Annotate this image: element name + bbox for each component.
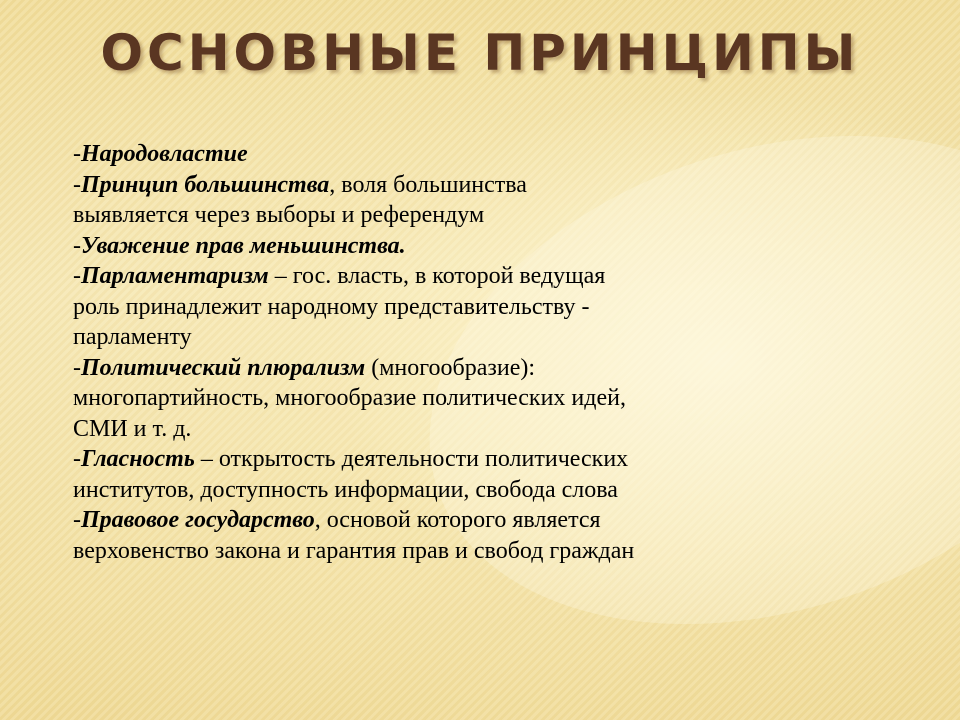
principle-text: институтов, доступность информации, свобода слова bbox=[73, 476, 618, 503]
principle-term: Парламентаризм bbox=[81, 263, 269, 289]
list-line bbox=[73, 383, 933, 414]
principles-list bbox=[73, 139, 933, 566]
principle-text: многопартийность, многообразие политических идей, bbox=[73, 385, 626, 411]
principle-text: СМИ и т. д. bbox=[73, 415, 192, 442]
bullet-dash: - bbox=[73, 141, 81, 167]
bullet-dash: - bbox=[73, 507, 81, 533]
list-line bbox=[73, 170, 933, 201]
principle-text: (многообразие): bbox=[365, 354, 536, 381]
principle-text: выявляется через выборы и референдум bbox=[73, 202, 485, 228]
list-line bbox=[73, 475, 933, 506]
list-line bbox=[73, 444, 933, 475]
principle-term: Гласность bbox=[81, 446, 195, 472]
bullet-dash: - bbox=[73, 171, 81, 198]
list-line bbox=[73, 261, 933, 292]
slide-title: ОСНОВНЫЕ ПРИНЦИПЫ bbox=[100, 24, 860, 82]
principle-term: Уважение прав меньшинства. bbox=[81, 232, 406, 259]
list-line bbox=[73, 414, 933, 445]
list-line bbox=[73, 322, 933, 353]
principle-text: парламенту bbox=[73, 324, 192, 350]
bullet-dash: - bbox=[73, 354, 81, 381]
list-line bbox=[73, 292, 933, 323]
bullet-dash: - bbox=[73, 232, 81, 259]
list-line bbox=[73, 231, 933, 262]
bullet-dash: - bbox=[73, 263, 81, 289]
principle-text: верховенство закона и гарантия прав и свобод граждан bbox=[73, 537, 635, 564]
list-line bbox=[73, 505, 933, 536]
principle-text: – открытость деятельности политических bbox=[194, 446, 629, 472]
principle-text: – гос. власть, в которой ведущая bbox=[268, 263, 606, 289]
bullet-dash: - bbox=[73, 446, 81, 472]
list-line bbox=[73, 353, 933, 384]
list-line bbox=[73, 536, 933, 567]
principle-text: роль принадлежит народному представительству - bbox=[73, 293, 590, 320]
list-line bbox=[73, 200, 933, 231]
principle-text: , основой которого является bbox=[314, 507, 601, 533]
principle-term: Народовластие bbox=[81, 141, 248, 167]
list-line bbox=[73, 139, 933, 170]
principle-term: Правовое государство bbox=[81, 507, 315, 533]
principle-term: Политический плюрализм bbox=[81, 354, 366, 381]
principle-text: , воля большинства bbox=[329, 171, 527, 198]
principle-term: Принцип большинства bbox=[81, 171, 330, 198]
